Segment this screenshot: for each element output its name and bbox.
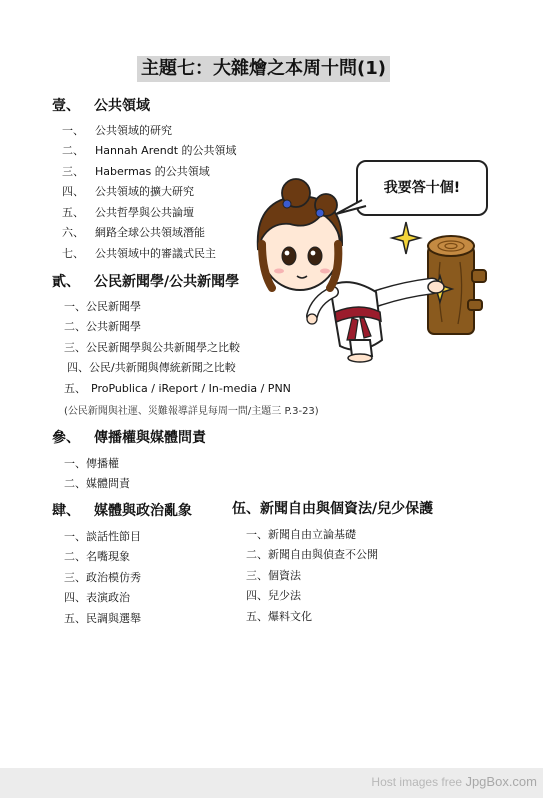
list-item: 二、新聞自由與偵查不公開: [246, 548, 378, 561]
list-item: 一、談話性節目: [64, 530, 141, 543]
list-item: 五、爆料文化: [246, 610, 312, 623]
list-item: 四、公民/共新聞與傳統新聞之比較: [67, 361, 236, 374]
list-item: 四、 公共領域的擴大研究: [62, 185, 194, 198]
list-item: 六、 網路全球公共領域潛能: [62, 226, 205, 239]
list-item: 二、公共新聞學: [64, 320, 141, 333]
list-item: 二、媒體問責: [64, 477, 130, 490]
list-item: 三、個資法: [246, 569, 301, 582]
section-2-number: 貳、: [52, 274, 80, 290]
list-item: 四、兒少法: [246, 589, 301, 602]
list-item: 三、政治模仿秀: [64, 571, 141, 584]
list-item: 一、 公共領域的研究: [62, 124, 172, 137]
list-item: 一、公民新聞學: [64, 300, 141, 313]
list-item: 四、表演政治: [64, 591, 130, 604]
section-4-title: 媒體與政治亂象: [94, 503, 192, 519]
list-item: 一、新聞自由立論基礎: [246, 528, 356, 541]
list-item: 五、 公共哲學與公共論壇: [62, 206, 194, 219]
list-item: 二、名嘴現象: [64, 550, 130, 563]
section-2-heading: [52, 271, 239, 291]
list-item: 三、 Habermas 的公共領域: [62, 165, 210, 178]
section-3-number: 參、: [52, 430, 80, 446]
list-item: 二、 Hannah Arendt 的公共領域: [62, 144, 237, 157]
speech-bubble-text: 我要答十個!: [383, 180, 461, 196]
section-3-title: 傳播權與媒體問責: [94, 430, 206, 446]
wooden-post-icon: [428, 236, 486, 334]
section-5-heading: [232, 498, 433, 518]
list-item: 五、民調與選舉: [64, 612, 141, 625]
sparkle-icon: [392, 222, 452, 302]
watermark-prefix: Host images free: [371, 775, 463, 789]
section-1-number: 壹、: [52, 98, 80, 114]
list-item: 五、 ProPublica / iReport / In-media / PNN: [64, 382, 291, 395]
watermark-bar: [0, 768, 543, 798]
section-4-heading: [52, 500, 192, 520]
list-item: 三、公民新聞學與公共新聞學之比較: [64, 341, 240, 354]
section-1-title: 公共領域: [94, 98, 150, 114]
section-1-heading: [52, 95, 150, 115]
section-2-note: (公民新聞與社運、災難報導詳見每周一問/主題三 P.3-23): [64, 406, 319, 417]
page-title: 主題七：大雜燴之本周十問(1): [137, 56, 390, 82]
section-3-heading: [52, 427, 206, 447]
section-5-title: 新聞自由與個資法/兒少保護: [260, 501, 434, 517]
section-4-number: 肆、: [52, 503, 80, 519]
speech-bubble: [356, 160, 488, 216]
list-item: 七、 公共領域中的審議式民主: [62, 247, 216, 260]
watermark-brand: JpgBox.com: [465, 774, 537, 789]
section-5-number: 伍、: [232, 501, 260, 517]
list-item: 一、傳播權: [64, 457, 119, 470]
watermark-text: [371, 774, 537, 789]
section-2-title: 公民新聞學/公共新聞學: [94, 274, 240, 290]
